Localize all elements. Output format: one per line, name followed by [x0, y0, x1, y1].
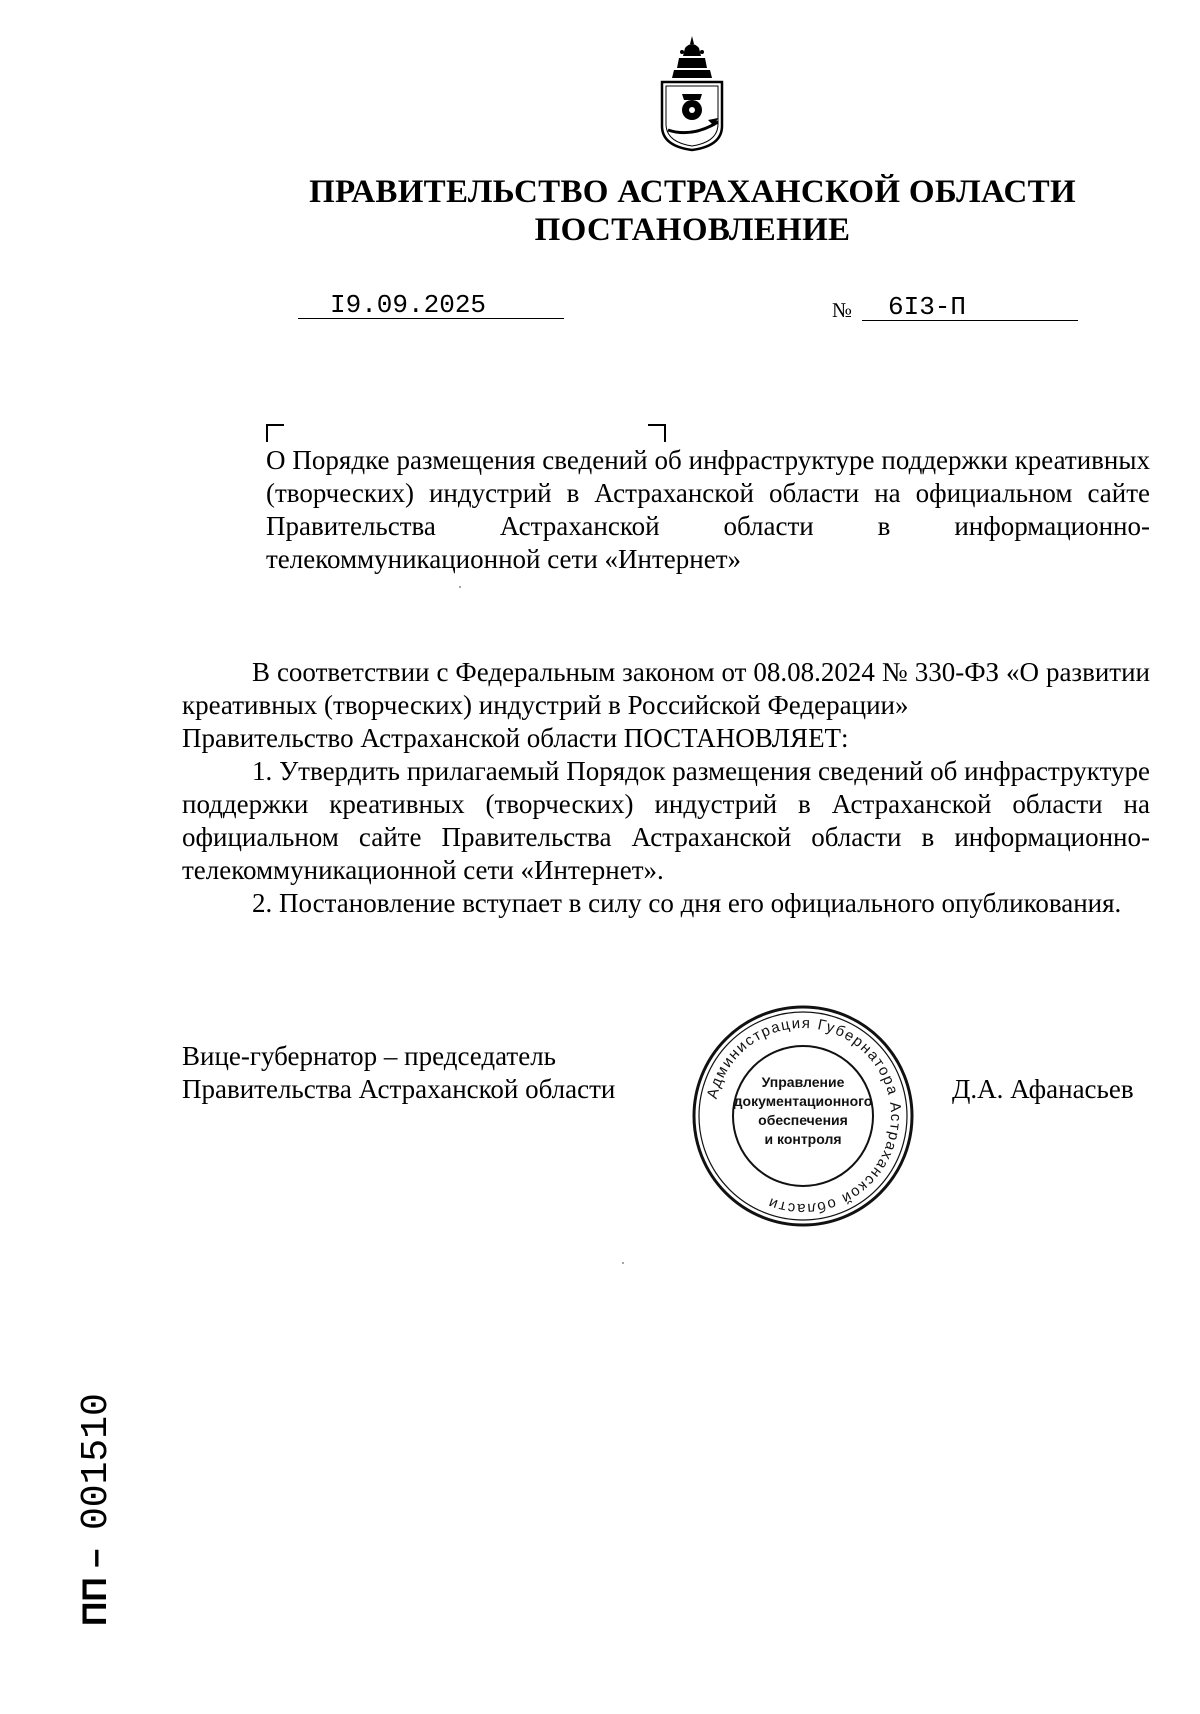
scan-speck: [459, 586, 461, 588]
signatory-position: [182, 1040, 615, 1106]
archive-serial: 001510: [75, 1393, 118, 1530]
signatory-position-line-1: Вице-губернатор – председатель: [182, 1041, 556, 1071]
seal-inner-line-4: и контроля: [764, 1131, 842, 1147]
document-date: I9.09.2025: [330, 290, 487, 320]
official-seal-stamp: [690, 1003, 916, 1229]
signatory-position-line-2: Правительства Астраханской области: [182, 1074, 616, 1104]
organization-heading: ПРАВИТЕЛЬСТВО АСТРАХАНСКОЙ ОБЛАСТИ: [309, 174, 1076, 210]
title-corner-left: [266, 424, 284, 442]
coat-of-arms-emblem: [652, 34, 732, 152]
seal-inner-line-1: Управление: [761, 1074, 845, 1090]
seal-outer-text: Администрация Губернатора Астраханской области: [703, 1014, 905, 1218]
document-title: О Порядке размещения сведений об инфраструктуре поддержки креативных (творческих) индустрий в Астраханской области на официальном сайте Правительства Астраханской области в информационно-телекоммуникационной сети «Интернет»: [266, 445, 1150, 574]
archive-number: [36, 1376, 136, 1626]
document-type-heading: ПОСТАНОВЛЕНИЕ: [534, 212, 851, 248]
signatory-name: Д.А. Афанасьев: [952, 1074, 1134, 1104]
intro-paragraph: В соответствии с Федеральным законом от 08.08.2024 № 330-ФЗ «О развитии креативных (творческих) индустрий в Российской Федерации»: [182, 657, 1150, 720]
document-body: [182, 656, 1150, 920]
scan-speck: [622, 1262, 624, 1264]
item-2-paragraph: 2. Постановление вступает в силу со дня его официального опубликования.: [252, 888, 1122, 918]
seal-inner-line-2: документационного: [733, 1093, 873, 1109]
archive-prefix: ПП –: [76, 1548, 114, 1626]
title-corner-right: [648, 424, 666, 442]
document-number: 6I3-П: [888, 292, 967, 322]
resolves-paragraph: Правительство Астраханской области ПОСТАНОВЛЯЕТ:: [182, 723, 849, 753]
number-label: №: [832, 298, 853, 322]
item-1-paragraph: 1. Утвердить прилагаемый Порядок размещения сведений об инфраструктуре поддержки креативных (творческих) индустрий в Астраханской области на официальном сайте Правительства Астраханской области в информационно-телекоммуникационной сети «Интернет».: [182, 756, 1150, 885]
seal-inner-line-3: обеспечения: [758, 1112, 848, 1128]
